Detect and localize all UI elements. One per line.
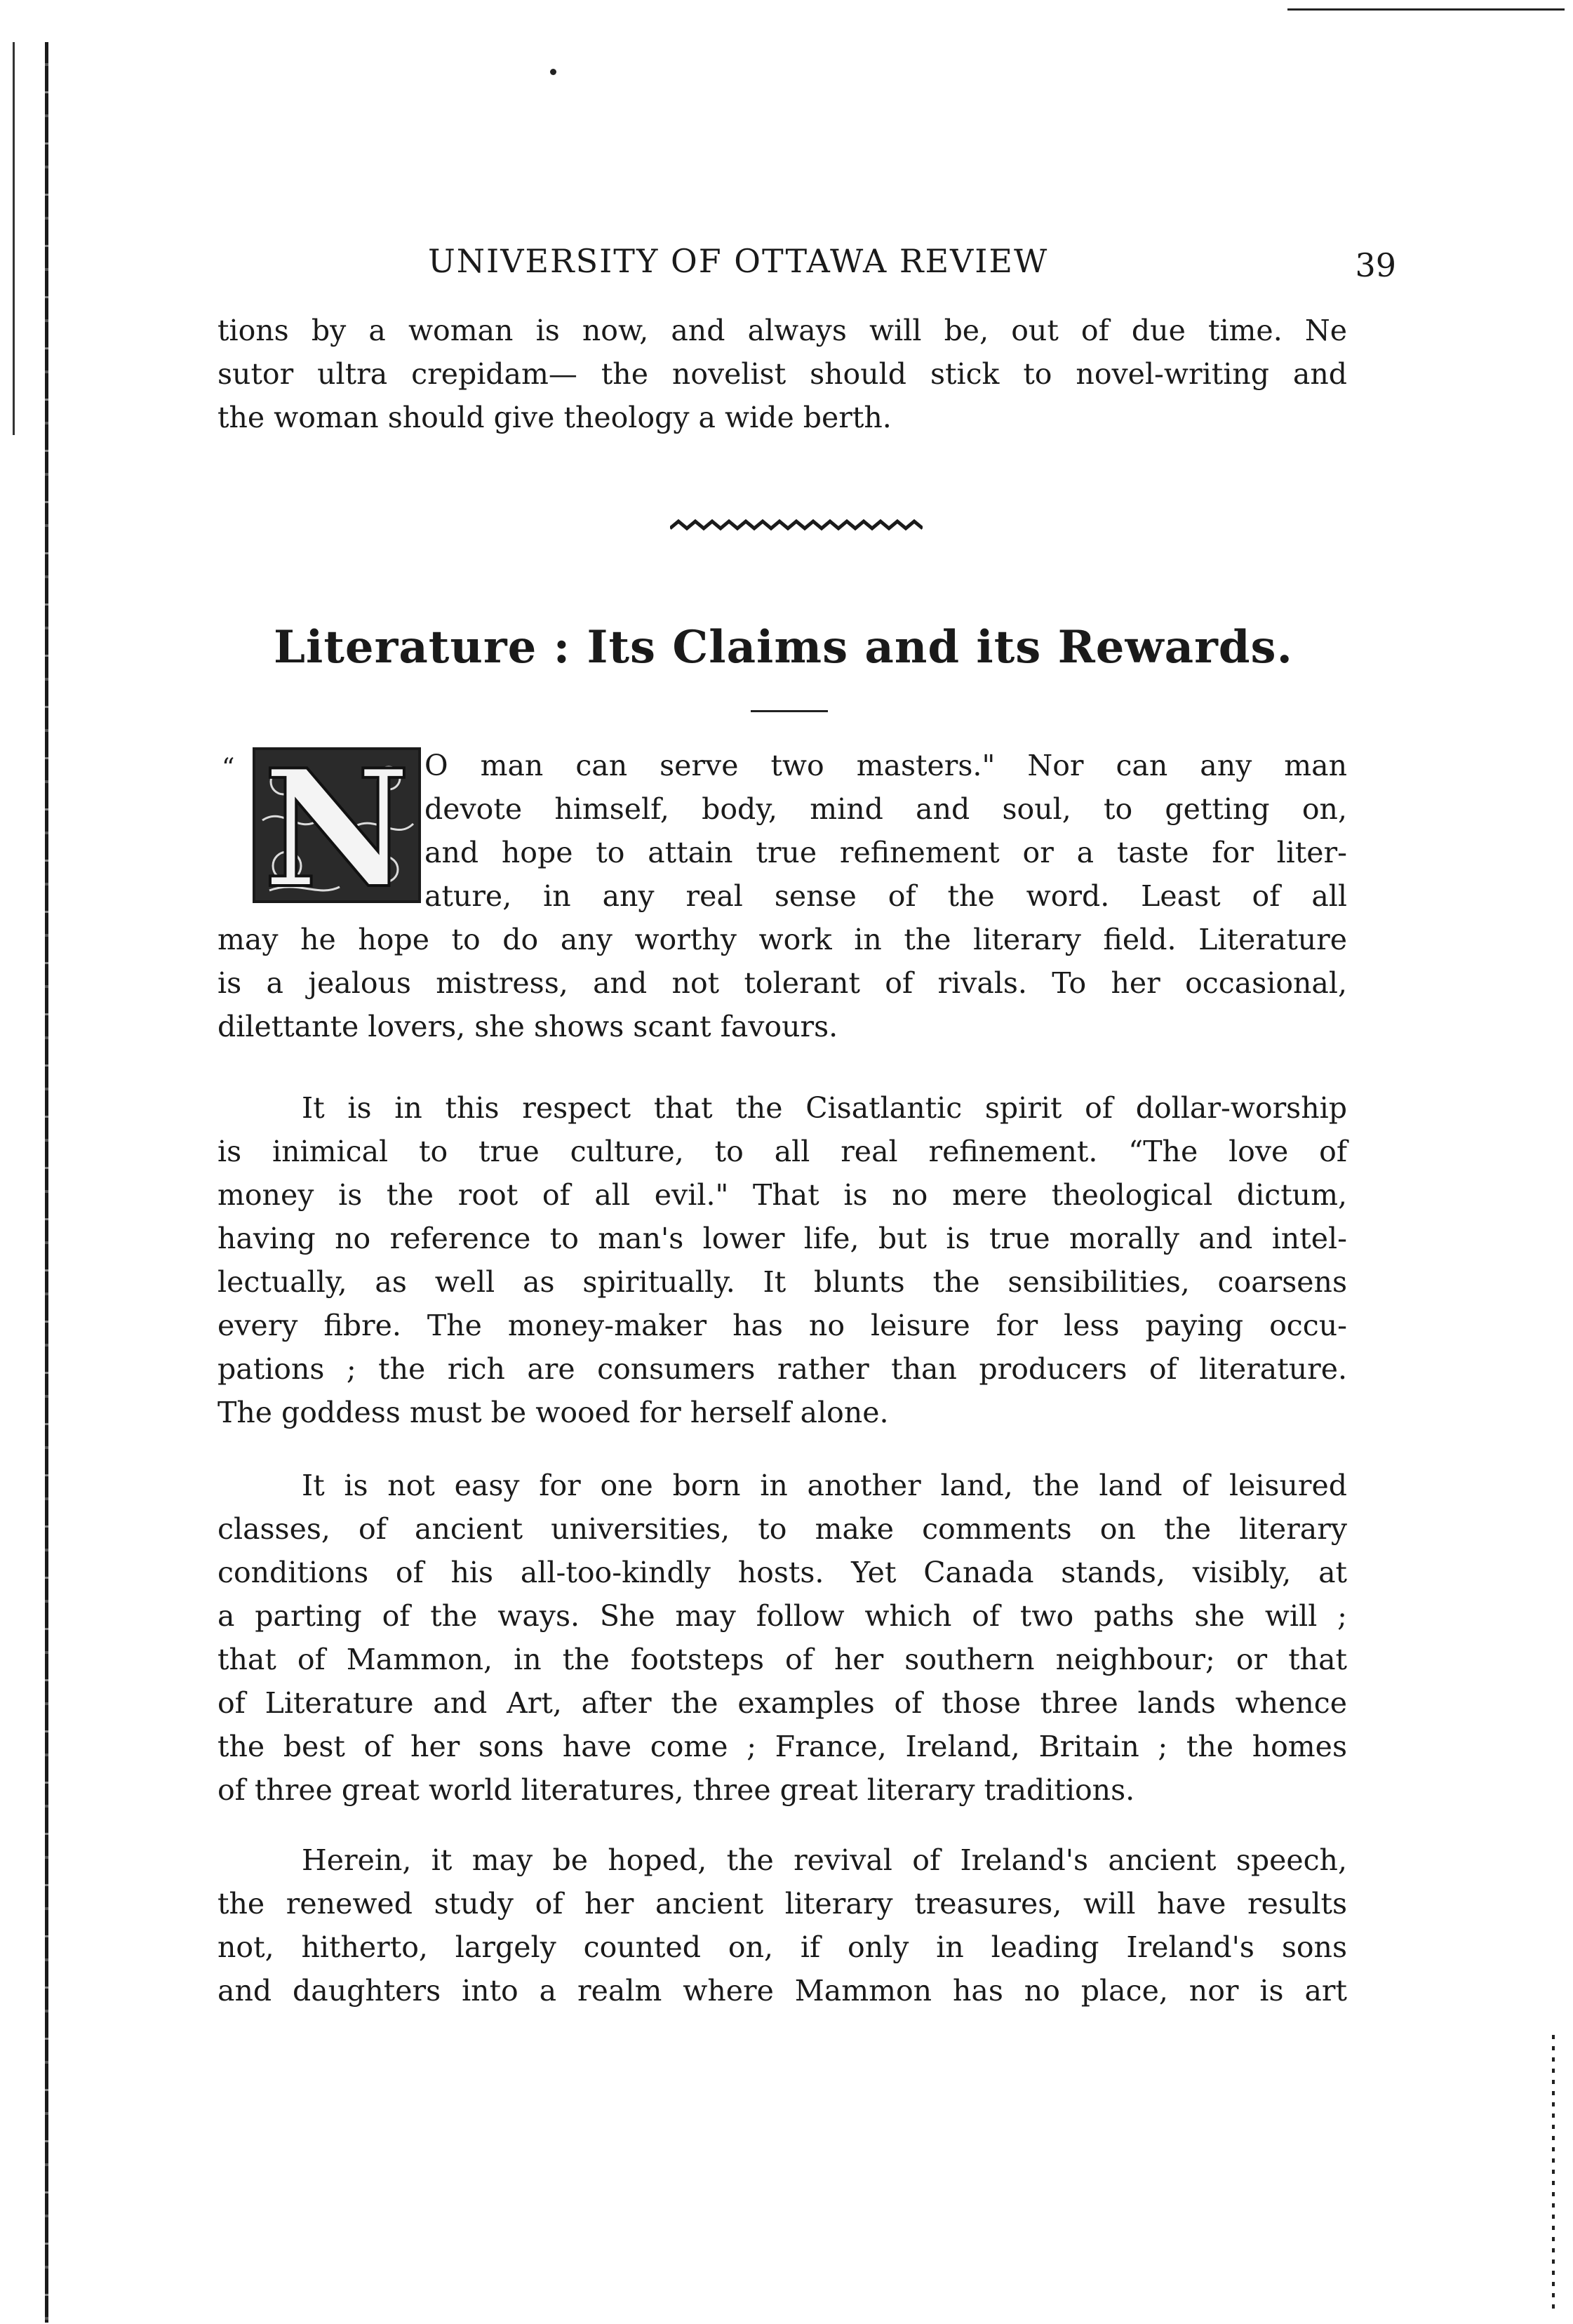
title-rule <box>751 710 828 712</box>
page-header <box>428 242 1396 298</box>
text-line: and hope to attain true refinement or a taste for liter- <box>424 836 1347 869</box>
text-line: devote himself, body, mind and soul, to getting on, <box>424 792 1347 826</box>
scan-left-edge-secondary <box>13 42 15 435</box>
article-title: Literature : Its Claims and its Rewards. <box>274 621 1293 674</box>
text-line: Herein, it may be hoped, the revival of Ireland's ancient speech, <box>302 1843 1347 1877</box>
text-line: is inimical to true culture, to all real refinement. “The love of <box>217 1135 1347 1168</box>
text-line: is a jealous mistress, and not tolerant of rivals. To her occasional, <box>217 966 1347 1000</box>
text-line: lectually, as well as spiritually. It blunts the sensibilities, coarsens <box>217 1265 1347 1299</box>
text-line: ature, in any real sense of the word. Least of all <box>424 879 1347 913</box>
text-line: the woman should give theology a wide berth. <box>217 401 892 434</box>
stray-dot <box>550 69 556 75</box>
ornamental-drop-cap <box>253 747 421 903</box>
drop-cap-letter: N <box>262 747 411 903</box>
scan-left-edge <box>45 42 48 2323</box>
text-line: and daughters into a realm where Mammon has no place, nor is art <box>217 1974 1347 2008</box>
scan-top-rule <box>1287 8 1565 11</box>
text-line: classes, of ancient universities, to make comments on the literary <box>217 1512 1347 1546</box>
text-line: having no reference to man's lower life, but is true morally and intel- <box>217 1222 1347 1255</box>
text-line: that of Mammon, in the footsteps of her southern neighbour; or that <box>217 1643 1347 1676</box>
paragraph-1-continued <box>217 918 1347 1048</box>
wavy-ornament-divider <box>670 516 923 537</box>
text-line: of three great world literatures, three great literary traditions. <box>217 1773 1135 1807</box>
text-line: money is the root of all evil." That is no mere theological dictum, <box>217 1178 1347 1212</box>
text-line: a parting of the ways. She may follow which of two paths she will ; <box>217 1599 1347 1633</box>
text-line: the best of her sons have come ; France, Ireland, Britain ; the homes <box>217 1730 1347 1763</box>
paragraph-1-beside-cap <box>424 744 1347 918</box>
intro-paragraph <box>217 309 1347 439</box>
text-line: every fibre. The money-maker has no leisure for less paying occu- <box>217 1309 1347 1342</box>
journal-title: UNIVERSITY OF OTTAWA REVIEW <box>428 242 1049 280</box>
text-line: It is not easy for one born in another land, the land of leisured <box>302 1469 1347 1502</box>
text-line: may he hope to do any worthy work in the literary field. Literature <box>217 923 1347 956</box>
scan-right-edge <box>1552 2035 1555 2316</box>
text-line: The goddess must be wooed for herself alone. <box>217 1396 889 1429</box>
text-line: conditions of his all-too-kindly hosts. Yet Canada stands, visibly, at <box>217 1556 1347 1589</box>
text-line: dilettante lovers, she shows scant favours. <box>217 1010 838 1043</box>
text-line: tions by a woman is now, and always will be, out of due time. Ne <box>217 314 1347 347</box>
paragraph-2 <box>217 1086 1347 1434</box>
text-line: It is in this respect that the Cisatlantic spirit of dollar-worship <box>302 1091 1347 1125</box>
text-line: the renewed study of her ancient literary treasures, will have results <box>217 1887 1347 1921</box>
paragraph-4 <box>217 1838 1347 2012</box>
paragraph-3 <box>217 1464 1347 1812</box>
text-line: sutor ultra crepidam— the novelist should stick to novel-writing and <box>217 357 1347 391</box>
text-line: not, hitherto, largely counted on, if only in leading Ireland's sons <box>217 1930 1347 1964</box>
text-line: pations ; the rich are consumers rather than producers of literature. <box>217 1352 1347 1386</box>
text-line: O man can serve two masters." Nor can any man <box>424 749 1347 782</box>
opening-quote: “ <box>222 754 235 782</box>
page-number: 39 <box>1355 246 1396 284</box>
text-line: of Literature and Art, after the examples of those three lands whence <box>217 1686 1347 1720</box>
